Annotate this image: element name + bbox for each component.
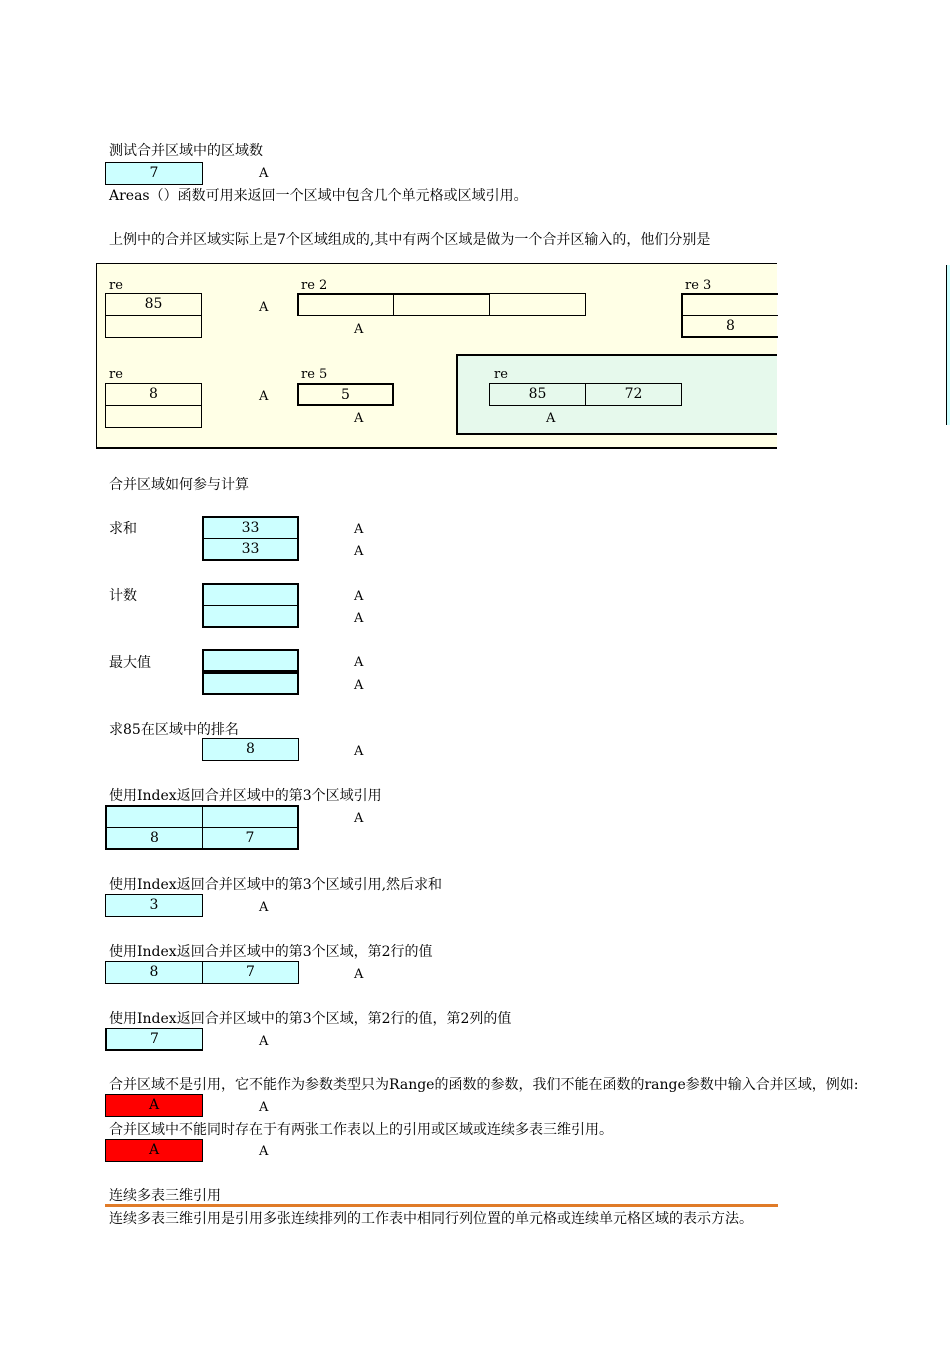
section-description-3d: 连续多表三维引用是引用多张连续排列的工作表中相同行列位置的单元格或连续单元格区域的表示方法。 <box>109 1211 753 1227</box>
re2-label: re 2 <box>301 278 328 293</box>
heading-area-count: 测试合并区域中的区域数 <box>109 143 263 159</box>
areas-result-cell[interactable]: 7 <box>105 162 203 185</box>
index-ref-mark: A <box>354 811 364 826</box>
re2-cell-1[interactable] <box>297 293 394 316</box>
index-rowcol-mark: A <box>259 1034 269 1049</box>
index-sum-heading: 使用Index返回合并区域中的第3个区域引用,然后求和 <box>109 877 443 893</box>
sum-mark-2: A <box>354 544 364 559</box>
re3-cell-bottom[interactable]: 8 <box>681 315 778 338</box>
index-row-mark: A <box>354 967 364 982</box>
areas-description: Areas（）函数可用来返回一个区域中包含几个单元格或区域引用。 <box>109 188 528 204</box>
re4-cell-bottom[interactable] <box>105 405 202 428</box>
re2-mark: A <box>354 322 364 337</box>
re2-cell-2[interactable] <box>393 293 490 316</box>
re1-mark: A <box>259 300 269 315</box>
index-sum-mark: A <box>259 900 269 915</box>
index-rowcol-heading: 使用Index返回合并区域中的第3个区域，第2行的值，第2列的值 <box>109 1011 512 1027</box>
result-mark: A <box>259 166 269 181</box>
re2-cell-3[interactable] <box>489 293 586 316</box>
count-mark-2: A <box>354 611 364 626</box>
re6-cell-1[interactable]: 85 <box>489 383 586 406</box>
re1-cell-top[interactable]: 85 <box>105 293 202 316</box>
error-cell-2[interactable]: A <box>105 1139 203 1162</box>
error-mark-2: A <box>259 1144 269 1159</box>
index-sum-cell[interactable]: 3 <box>105 894 203 917</box>
index-ref-cell-3[interactable]: 8 <box>105 827 203 850</box>
re6-label: re <box>494 367 508 382</box>
re4-cell-top[interactable]: 8 <box>105 383 202 406</box>
sum-cell-1[interactable]: 33 <box>202 516 299 539</box>
re5-label: re 5 <box>301 367 328 382</box>
index-ref-heading: 使用Index返回合并区域中的第3个区域引用 <box>109 788 382 804</box>
sum-cell-2[interactable]: 33 <box>202 538 299 561</box>
re1-label: re <box>109 278 123 293</box>
re5-mark: A <box>354 411 364 426</box>
index-ref-cell-1[interactable] <box>105 805 203 828</box>
error-cell-1[interactable]: A <box>105 1094 203 1117</box>
sum-label: 求和 <box>109 521 137 537</box>
not-reference-note: 合并区域不是引用，它不能作为参数类型只为Range的函数的参数，我们不能在函数的range参数中输入合并区域，例如: <box>109 1077 859 1093</box>
rank-mark: A <box>354 744 364 759</box>
max-cell-1[interactable] <box>202 649 299 672</box>
count-cell-1[interactable] <box>202 583 299 606</box>
re3-cell-top[interactable] <box>681 293 778 316</box>
index-row-cell-1[interactable]: 8 <box>105 961 203 984</box>
multi-sheet-note: 合并区域中不能同时存在于有两张工作表以上的引用或区域或连续多表三维引用。 <box>109 1122 613 1138</box>
count-cell-2[interactable] <box>202 605 299 628</box>
max-mark-2: A <box>354 678 364 693</box>
max-cell-2[interactable] <box>202 672 299 695</box>
calc-heading: 合并区域如何参与计算 <box>109 477 249 493</box>
index-row-cell-2[interactable]: 7 <box>202 961 299 984</box>
count-mark-1: A <box>354 589 364 604</box>
max-label: 最大值 <box>109 655 151 671</box>
section-divider <box>105 1204 778 1207</box>
rank-cell[interactable]: 8 <box>202 738 299 761</box>
re3-label: re 3 <box>685 278 712 293</box>
index-rowcol-cell[interactable]: 7 <box>105 1028 203 1051</box>
cut-off-cell <box>946 265 950 425</box>
index-ref-cell-2[interactable] <box>202 805 299 828</box>
sum-mark-1: A <box>354 522 364 537</box>
re1-cell-bottom[interactable] <box>105 315 202 338</box>
error-mark-1: A <box>259 1100 269 1115</box>
rank-heading: 求85在区域中的排名 <box>109 722 239 738</box>
re4-label: re <box>109 367 123 382</box>
re6-mark: A <box>546 411 556 426</box>
re4-mark: A <box>259 389 269 404</box>
re5-cell[interactable]: 5 <box>297 383 394 406</box>
index-row-heading: 使用Index返回合并区域中的第3个区域，第2行的值 <box>109 944 433 960</box>
count-label: 计数 <box>109 588 137 604</box>
section-heading-3d: 连续多表三维引用 <box>109 1188 221 1204</box>
re6-cell-2[interactable]: 72 <box>585 383 682 406</box>
example-description: 上例中的合并区域实际上是7个区域组成的,其中有两个区域是做为一个合并区输入的，他们分别是 <box>109 232 711 248</box>
max-mark-1: A <box>354 655 364 670</box>
index-ref-cell-4[interactable]: 7 <box>202 827 299 850</box>
